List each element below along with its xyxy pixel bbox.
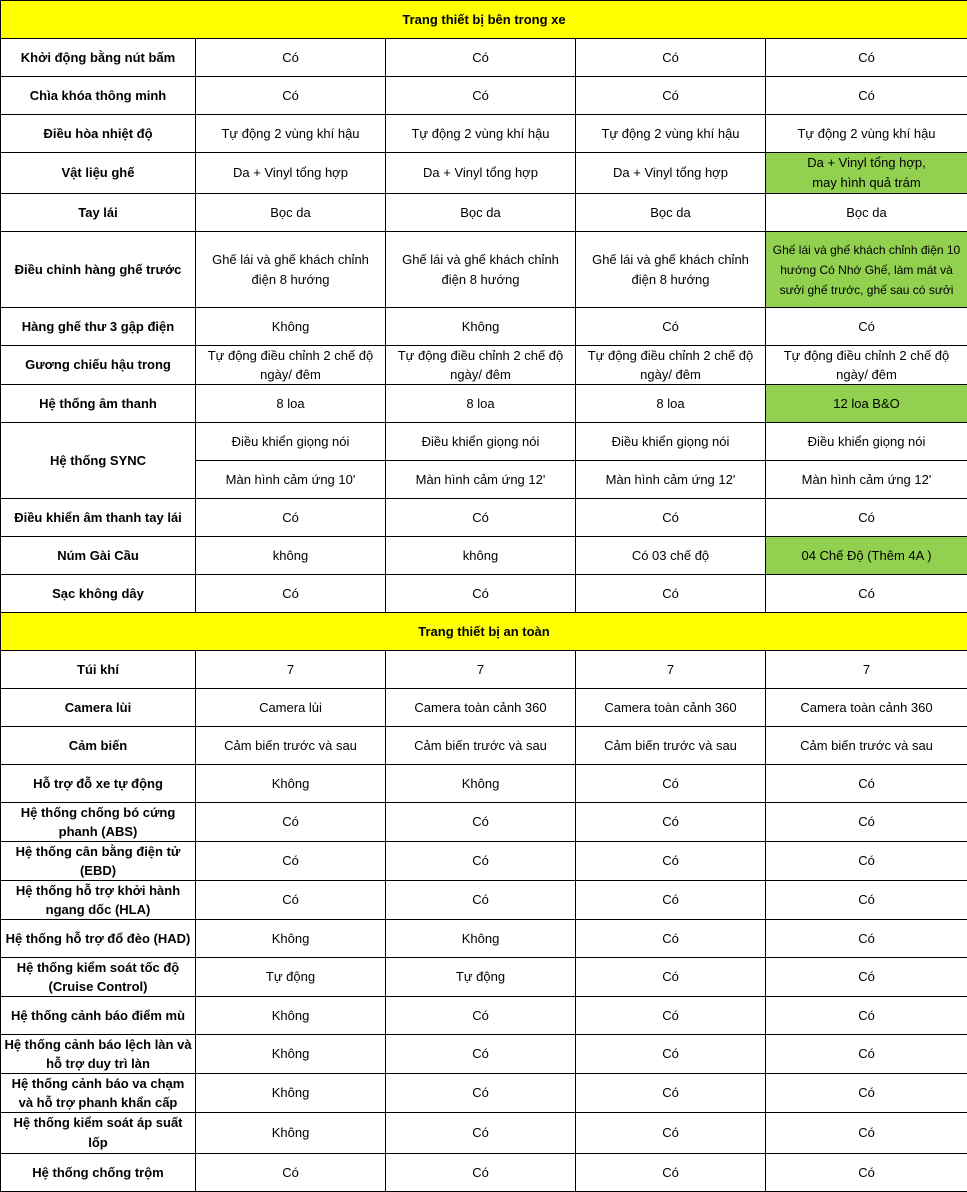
cell-value: Có [766,308,967,346]
cell-value: Có [386,1113,576,1154]
cell-value: Có [576,881,766,920]
row-label: Hệ thống kiểm soát áp suất lốp [1,1113,196,1154]
cell-value: Có [576,803,766,842]
cell-value: Có [196,842,386,881]
cell-value: không [196,537,386,575]
row-label: Điều chỉnh hàng ghế trước [1,232,196,308]
cell-value: Có [196,1154,386,1192]
table-row [1,765,967,803]
row-label: Túi khí [1,651,196,689]
table-row [1,194,967,232]
cell-value: Có [386,1035,576,1074]
row-label: Hệ thống SYNC [1,423,196,499]
cell-value: 7 [576,651,766,689]
row-label: Vật liệu ghế [1,153,196,194]
cell-value: Có [766,1154,967,1192]
cell-value: Tự động 2 vùng khí hậu [576,115,766,153]
cell-value: Có [386,499,576,537]
cell-value: Tự động 2 vùng khí hậu [196,115,386,153]
table-row [1,1154,967,1192]
cell-value: Cảm biến trước và sau [386,727,576,765]
section-header-row [1,613,967,651]
cell-value: Có [386,575,576,613]
cell-value: Không [196,997,386,1035]
table-row [1,651,967,689]
row-label: Núm Gài Cầu [1,537,196,575]
cell-value: Có [196,499,386,537]
cell-value: Có [386,803,576,842]
cell-value: Không [196,920,386,958]
cell-value: Có [766,1113,967,1154]
cell-value: Màn hình cảm ứng 10' [196,461,386,499]
cell-value: Không [386,765,576,803]
cell-value: Bọc da [576,194,766,232]
row-label: Hàng ghế thư 3 gập điện [1,308,196,346]
row-label: Hệ thống cảnh báo va chạm và hỗ trợ phanh khẩn cấp [1,1074,196,1113]
table-row [1,153,967,194]
cell-value-highlighted: Ghế lái và ghế khách chỉnh điện 10 hướng Có Nhớ Ghế, làm mát và sưởi ghế trước, ghế sau có sưởi [766,232,967,308]
cell-value: Bọc da [196,194,386,232]
cell-value: Có [766,881,967,920]
row-label: Tay lái [1,194,196,232]
section-title-interior: Trang thiết bị bên trong xe [1,1,967,39]
cell-value: Không [386,920,576,958]
cell-value: Tự động điều chỉnh 2 chế độ ngày/ đêm [576,346,766,385]
cell-value: Có [766,842,967,881]
cell-value: Có 03 chế độ [576,537,766,575]
cell-value-highlighted: Da + Vinyl tổng hợp, may hình quả trám [766,153,967,194]
cell-value: Ghế lái và ghế khách chỉnh điện 8 hướng [386,232,576,308]
cell-value: Điều khiển giọng nói [386,423,576,461]
row-label: Camera lùi [1,689,196,727]
table-row [1,308,967,346]
cell-value: Có [766,1035,967,1074]
table-row [1,881,967,920]
row-label: Sạc không dây [1,575,196,613]
cell-value: không [386,537,576,575]
cell-value: 7 [766,651,967,689]
row-label: Gương chiếu hậu trong [1,346,196,385]
cell-value: Tự động 2 vùng khí hậu [766,115,967,153]
cell-value: Có [576,920,766,958]
cell-value: Cảm biến trước và sau [196,727,386,765]
table-row [1,499,967,537]
table-row [1,39,967,77]
section-title-safety: Trang thiết bị an toàn [1,613,967,651]
table-row [1,1113,967,1154]
cell-value: Ghế lái và ghế khách chỉnh điện 8 hướng [576,232,766,308]
cell-value: Có [766,920,967,958]
table-row [1,1035,967,1074]
cell-value: Màn hình cảm ứng 12' [576,461,766,499]
cell-value: Có [766,1074,967,1113]
cell-value: Có [576,1035,766,1074]
cell-value: Ghế lái và ghế khách chỉnh điện 8 hướng [196,232,386,308]
cell-value: Camera toàn cảnh 360 [576,689,766,727]
cell-value: Tự động [196,958,386,997]
cell-value-highlighted: 12 loa B&O [766,385,967,423]
table-row [1,997,967,1035]
cell-value: Có [576,1154,766,1192]
cell-value: Tự động [386,958,576,997]
cell-value: Có [196,803,386,842]
cell-value: Có [766,575,967,613]
cell-value-highlighted: 04 Chế Độ (Thêm 4A ) [766,537,967,575]
cell-value: Có [576,1074,766,1113]
cell-value: 8 loa [196,385,386,423]
cell-value: Không [196,308,386,346]
cell-value: Camera toàn cảnh 360 [766,689,967,727]
row-label: Chìa khóa thông minh [1,77,196,115]
cell-value: Có [196,575,386,613]
cell-value: Da + Vinyl tổng hợp [196,153,386,194]
cell-value: Có [576,575,766,613]
cell-value: Điều khiển giọng nói [766,423,967,461]
table-row [1,958,967,997]
cell-value: 8 loa [386,385,576,423]
cell-value: Có [196,881,386,920]
cell-value: Có [576,765,766,803]
cell-value: Màn hình cảm ứng 12' [386,461,576,499]
row-label: Hệ thống chống bó cứng phanh (ABS) [1,803,196,842]
section-header-row [1,1,967,39]
cell-value: Camera lùi [196,689,386,727]
cell-value: Có [386,1154,576,1192]
cell-value: Bọc da [766,194,967,232]
cell-value: Không [196,765,386,803]
table-row [1,727,967,765]
cell-value: Có [196,39,386,77]
cell-value: Không [196,1035,386,1074]
table-row [1,232,967,308]
cell-value: Có [386,842,576,881]
row-label: Hệ thống hỗ trợ đổ đèo (HAD) [1,920,196,958]
cell-value: Có [576,39,766,77]
cell-value: Không [386,308,576,346]
cell-value: Bọc da [386,194,576,232]
table-row [1,537,967,575]
table-row [1,575,967,613]
table-row [1,115,967,153]
table-row [1,803,967,842]
row-label: Hệ thống hỗ trợ khởi hành ngang dốc (HLA) [1,881,196,920]
cell-value: Cảm biến trước và sau [766,727,967,765]
cell-value: Có [386,77,576,115]
table-row [1,346,967,385]
cell-value: Có [576,499,766,537]
row-label: Hệ thống cảnh báo lệch làn và hỗ trợ duy trì làn [1,1035,196,1074]
table-row [1,77,967,115]
cell-value: Không [196,1074,386,1113]
cell-value: Có [766,499,967,537]
cell-value: Có [576,958,766,997]
cell-value: Camera toàn cảnh 360 [386,689,576,727]
table-row [1,385,967,423]
row-label: Hệ thống kiểm soát tốc độ (Cruise Control) [1,958,196,997]
cell-value: Có [196,77,386,115]
cell-value: Cảm biến trước và sau [576,727,766,765]
cell-value: 8 loa [576,385,766,423]
cell-value: Điều khiển giọng nói [196,423,386,461]
cell-value: Màn hình cảm ứng 12' [766,461,967,499]
cell-value: Có [766,765,967,803]
row-label: Hệ thống chống trộm [1,1154,196,1192]
cell-value: Có [766,997,967,1035]
cell-value: Có [766,803,967,842]
cell-value: Tự động điều chỉnh 2 chế độ ngày/ đêm [386,346,576,385]
row-label: Hệ thống cảnh báo điểm mù [1,997,196,1035]
cell-value: Có [766,39,967,77]
cell-value: Có [386,881,576,920]
cell-value: Có [576,308,766,346]
cell-value: Điều khiển giọng nói [576,423,766,461]
cell-value: Có [576,842,766,881]
table-row [1,1074,967,1113]
cell-value: 7 [386,651,576,689]
row-label: Điều hòa nhiệt độ [1,115,196,153]
row-label: Cảm biến [1,727,196,765]
cell-value: Có [576,997,766,1035]
cell-value: Có [576,1113,766,1154]
cell-value: Da + Vinyl tổng hợp [576,153,766,194]
row-label: Khởi động bằng nút bấm [1,39,196,77]
row-label: Hệ thống cân bằng điện tử (EBD) [1,842,196,881]
row-label: Hỗ trợ đỗ xe tự động [1,765,196,803]
cell-value: Không [196,1113,386,1154]
table-row [1,920,967,958]
cell-value: Tự động điều chỉnh 2 chế độ ngày/ đêm [766,346,967,385]
cell-value: Có [386,39,576,77]
cell-value: Tự động điều chỉnh 2 chế độ ngày/ đêm [196,346,386,385]
table-row [1,842,967,881]
cell-value: Có [386,997,576,1035]
table-row [1,423,967,461]
row-label: Hệ thống âm thanh [1,385,196,423]
cell-value: Có [386,1074,576,1113]
row-label: Điều khiển âm thanh tay lái [1,499,196,537]
table-row [1,689,967,727]
cell-value: Có [576,77,766,115]
cell-value: Có [766,77,967,115]
cell-value: 7 [196,651,386,689]
cell-value: Tự động 2 vùng khí hậu [386,115,576,153]
cell-value: Có [766,958,967,997]
cell-value: Da + Vinyl tổng hợp [386,153,576,194]
